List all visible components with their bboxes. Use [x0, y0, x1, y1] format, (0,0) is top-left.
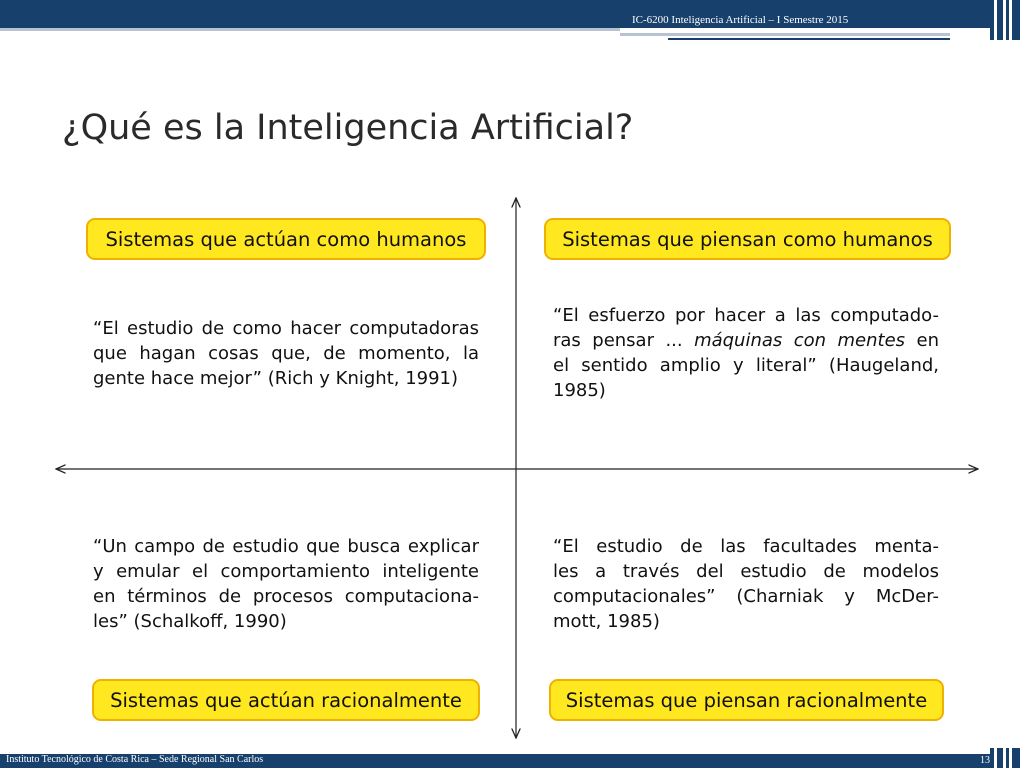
quote-line: gente hace mejor” (Rich y Knight, 1991) — [93, 368, 459, 389]
quote-line: “El estudio de como hacer computadoras — [93, 318, 479, 339]
quote-line: “Un campo de estudio que busca explicar — [93, 536, 479, 557]
quote-line: que hagan cosas que, de momento, la — [93, 343, 479, 364]
quote-line: les a través del estudio de modelos — [553, 561, 939, 582]
label-act-rationally: Sistemas que actúan racionalmente — [92, 679, 480, 721]
quote-line: mott, 1985) — [553, 611, 660, 632]
quote-rich-knight — [93, 316, 479, 391]
quote-line: “El esfuerzo por hacer a las computado- — [553, 305, 939, 326]
quote-line: en términos de procesos computaciona- — [93, 586, 479, 607]
quote-line-mixed — [553, 328, 939, 353]
quote-charniak-mcdermott — [553, 534, 939, 634]
quote-text: en — [905, 330, 939, 351]
quote-line: les” (Schalkoff, 1990) — [93, 611, 287, 632]
quote-line: computacionales” (Charniak y McDer- — [553, 586, 939, 607]
slide-title: ¿Qué es la Inteligencia Artificial? — [62, 108, 634, 148]
label-think-like-humans: Sistemas que piensan como humanos — [544, 218, 951, 260]
footer-institution: Instituto Tecnológico de Costa Rica – Sede Regional San Carlos — [6, 754, 264, 765]
quote-line: “El estudio de las facultades menta- — [553, 536, 939, 557]
label-think-rationally: Sistemas que piensan racionalmente — [549, 679, 944, 721]
course-header: IC-6200 Inteligencia Artificial – I Semestre 2015 — [632, 14, 849, 26]
quote-emphasis: máquinas con mentes — [694, 330, 906, 351]
quote-line: el sentido amplio y literal” (Haugeland, — [553, 355, 939, 376]
label-act-like-humans: Sistemas que actúan como humanos — [86, 218, 486, 260]
quote-line: 1985) — [553, 380, 606, 401]
quote-schalkoff — [93, 534, 479, 634]
page-number: 13 — [980, 755, 990, 766]
quote-line: y emular el comportamiento inteligente — [93, 561, 479, 582]
quote-haugeland — [553, 303, 939, 403]
quote-text: ras pensar ... — [553, 330, 695, 351]
footer-stripes-decoration — [990, 748, 1024, 768]
